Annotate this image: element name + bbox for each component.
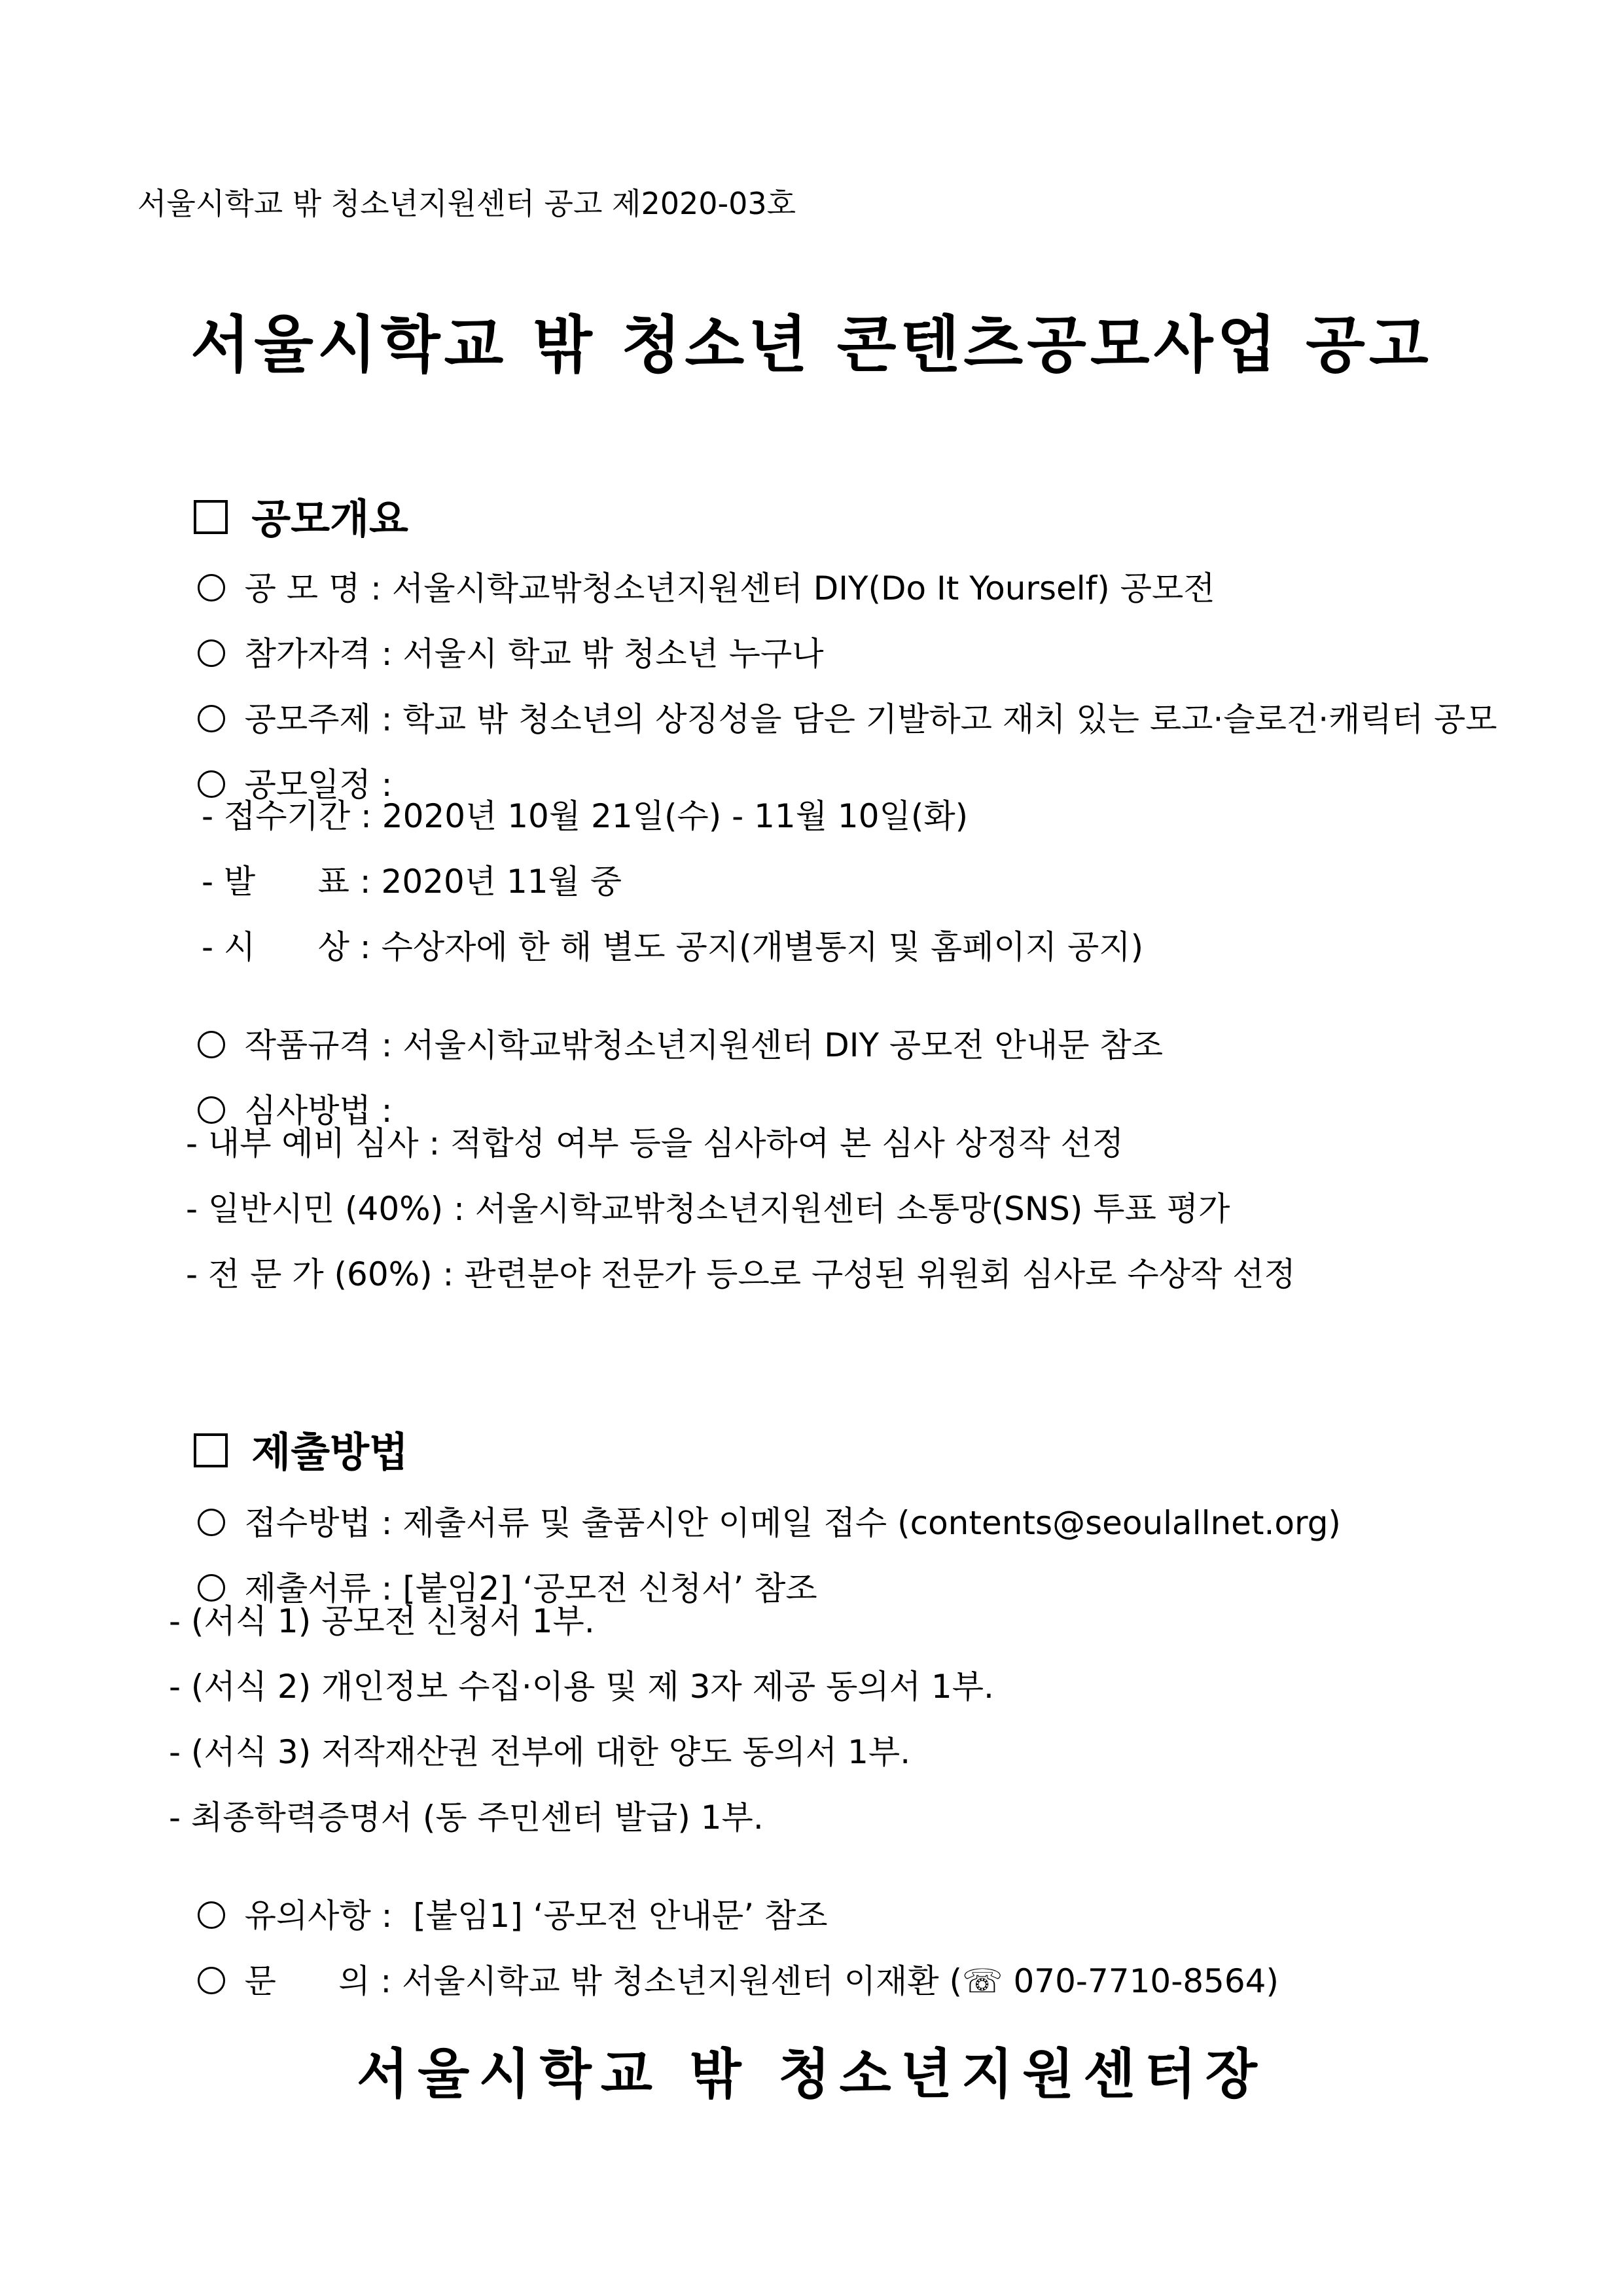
list-item-text: 접수방법 : 제출서류 및 출품시안 이메일 접수 (contents@seoulallnet.org): [244, 1504, 1341, 1542]
issuer-signature: 서울시학교 밖 청소년지원센터장: [356, 2043, 1267, 2106]
circle-bullet-icon: [198, 574, 225, 601]
circle-bullet-icon: [198, 639, 225, 667]
review-item: - 전 문 가 (60%) : 관련분야 전문가 등으로 구성된 위원회 심사로 수상작 선정: [186, 1255, 1296, 1293]
circle-bullet-icon: [198, 1901, 225, 1929]
list-item-text: 참가자격 : 서울시 학교 밖 청소년 누구나: [244, 635, 824, 673]
list-item-text: 유의사항 : [붙임1] ‘공모전 안내문’ 참조: [244, 1897, 828, 1935]
page-title: 서울시학교 밖 청소년 콘텐츠공모사업 공고: [190, 309, 1433, 381]
section-heading-label: 공모개요: [251, 495, 408, 543]
list-item: [156, 1932, 1279, 2030]
review-item: - 일반시민 (40%) : 서울시학교밖청소년지원센터 소통망(SNS) 투표 평가: [186, 1190, 1230, 1228]
schedule-item: - 접수기간 : 2020년 10월 21일(수) - 11월 10일(화): [202, 797, 969, 835]
document-item: - (서식 3) 저작재산권 전부에 대한 양도 동의서 1부.: [169, 1733, 911, 1771]
schedule-item: - 발 표 : 2020년 11월 중: [202, 863, 622, 901]
document-item: - 최종학력증명서 (동 주민센터 발급) 1부.: [169, 1799, 764, 1837]
list-item-text: 문 의 : 서울시학교 밖 청소년지원센터 이재환 (☏ 070-7710-8564): [244, 1962, 1279, 2000]
circle-bullet-icon: [198, 1574, 225, 1602]
circle-bullet-icon: [198, 1967, 225, 1994]
schedule-item: - 시 상 : 수상자에 한 해 별도 공지(개별통지 및 홈페이지 공지): [202, 928, 1144, 966]
notice-number: 서울시학교 밖 청소년지원센터 공고 제2020-03호: [137, 186, 796, 221]
circle-bullet-icon: [198, 1096, 225, 1124]
list-item-text: 작품규격 : 서울시학교밖청소년지원센터 DIY 공모전 안내문 참조: [244, 1026, 1164, 1064]
document-item: - (서식 2) 개인정보 수집·이용 및 제 3자 제공 동의서 1부.: [169, 1668, 994, 1706]
circle-bullet-icon: [198, 705, 225, 732]
list-item-text: 공모주제 : 학교 밖 청소년의 상징성을 담은 기발하고 재치 있는 로고·슬로건·캐릭터 공모: [244, 700, 1497, 738]
review-item: - 내부 예비 심사 : 적합성 여부 등을 심사하여 본 심사 상정작 선정: [186, 1124, 1124, 1162]
list-item-text: 공 모 명 : 서울시학교밖청소년지원센터 DIY(Do It Yourself) 공모전: [244, 569, 1215, 607]
list-item-text: 제출서류 : [붙임2] ‘공모전 신청서’ 참조: [244, 1570, 817, 1607]
document-item: - (서식 1) 공모전 신청서 1부.: [169, 1602, 595, 1640]
list-item-text: 공모일정 :: [244, 766, 393, 804]
checkbox-square-icon: [194, 1433, 228, 1467]
section-heading-label: 제출방법: [251, 1428, 408, 1476]
list-item-text: 심사방법 :: [244, 1092, 393, 1130]
circle-bullet-icon: [198, 770, 225, 798]
circle-bullet-icon: [198, 1509, 225, 1536]
circle-bullet-icon: [198, 1031, 225, 1058]
checkbox-square-icon: [194, 500, 228, 534]
